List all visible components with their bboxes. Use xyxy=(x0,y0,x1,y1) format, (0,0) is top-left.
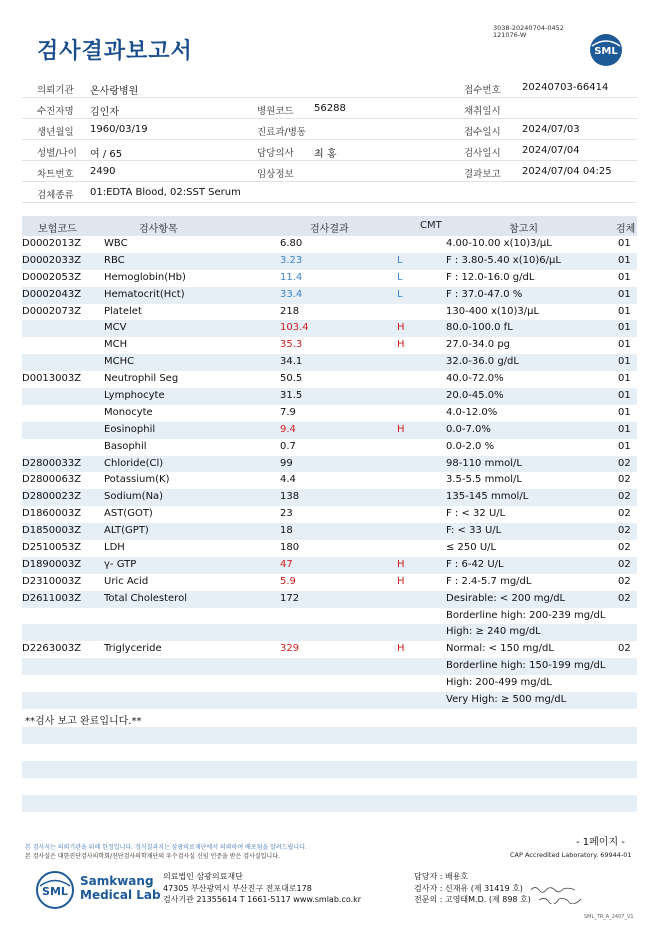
specimen-cell: 01 xyxy=(618,423,631,435)
test-item-cell: AST(GOT) xyxy=(104,508,153,520)
test-item-cell: Hematocrit(Hct) xyxy=(104,288,185,300)
table-row xyxy=(22,388,637,405)
test-item-cell: Uric Acid xyxy=(104,575,149,587)
blank-row xyxy=(22,727,637,744)
info-label: 생년월일 xyxy=(37,127,74,138)
table-row xyxy=(22,608,637,625)
result-value-cell: 3.23 xyxy=(280,254,303,266)
info-label: 수진자명 xyxy=(37,106,74,117)
table-row xyxy=(22,641,637,658)
logo-text: SML xyxy=(594,46,618,57)
table-row xyxy=(22,489,637,506)
info-row xyxy=(22,119,637,140)
result-value-cell: 6.80 xyxy=(280,238,303,249)
table-row xyxy=(22,354,637,371)
table-row xyxy=(22,304,637,321)
insurance-code-cell: D2611003Z xyxy=(22,592,82,604)
reference-range-cell: 98-110 mmol/L xyxy=(446,457,522,469)
document-id-line: 3038-20240704-0452 xyxy=(493,24,564,32)
info-row xyxy=(22,98,637,119)
result-value-cell: 172 xyxy=(280,592,300,604)
result-value-cell: 7.9 xyxy=(280,406,296,418)
info-label: 성별/나이 xyxy=(37,148,77,159)
table-row xyxy=(22,287,637,304)
insurance-code-cell: D0002033Z xyxy=(22,254,82,266)
test-item-cell: LDH xyxy=(104,542,125,554)
specimen-cell: 01 xyxy=(618,406,631,418)
staff-line-text: 전문의 : 고영태M.D. (제 898 호) xyxy=(414,895,531,904)
specimen-cell: 01 xyxy=(618,288,631,300)
result-value-cell: 4.4 xyxy=(280,474,296,486)
reference-range-cell: Desirable: < 200 mg/dL xyxy=(446,592,566,604)
info-label: 의뢰기관 xyxy=(37,85,74,96)
specimen-cell: 02 xyxy=(618,474,631,486)
reference-range-cell: 130-400 x(10)3/μL xyxy=(446,305,540,317)
staff-info xyxy=(414,871,585,906)
sml-logo-icon xyxy=(35,870,75,910)
info-label: 검사일시 xyxy=(464,148,501,159)
logo-text: SML xyxy=(42,885,68,898)
specimen-cell: 02 xyxy=(618,558,631,570)
insurance-code-cell: D1860003Z xyxy=(22,508,82,520)
table-row xyxy=(22,270,637,287)
insurance-code-cell: D0013003Z xyxy=(22,373,82,385)
address-line: 의료법인 삼광의료재단 xyxy=(163,872,243,881)
blank-row xyxy=(22,744,637,761)
reference-range-cell: 4.00-10.00 x(10)3/μL xyxy=(446,238,552,249)
table-row xyxy=(22,422,637,439)
table-row xyxy=(22,692,637,709)
reference-range-cell: F : 37.0-47.0 % xyxy=(446,288,523,300)
table-row xyxy=(22,523,637,540)
reference-range-cell: 3.5-5.5 mmol/L xyxy=(446,474,522,486)
info-label: 접수일시 xyxy=(464,127,501,138)
reference-range-cell: 20.0-45.0% xyxy=(446,390,504,402)
info-label: 진료과/병동 xyxy=(257,127,307,138)
result-value-cell: 0.7 xyxy=(280,440,296,452)
brand-name xyxy=(80,874,161,902)
brand-line: Samkwang xyxy=(80,874,154,888)
specimen-cell: 02 xyxy=(618,542,631,554)
result-value-cell: 5.9 xyxy=(280,575,296,587)
specimen-cell: 02 xyxy=(618,643,631,655)
specimen-cell: 01 xyxy=(618,305,631,317)
page-number: - 1페이지 - xyxy=(576,837,625,848)
blank-row xyxy=(22,812,637,829)
table-row xyxy=(22,591,637,608)
test-item-cell: Lymphocyte xyxy=(104,390,165,402)
reference-range-cell: Borderline high: 150-199 mg/dL xyxy=(446,660,606,672)
cmt-flag-cell: H xyxy=(397,322,405,334)
info-label: 병원코드 xyxy=(257,106,294,117)
table-row xyxy=(22,320,637,337)
test-item-cell: Monocyte xyxy=(104,406,153,418)
specimen-cell: 01 xyxy=(618,390,631,402)
insurance-code-cell: D2800063Z xyxy=(22,474,82,486)
specimen-cell: 02 xyxy=(618,575,631,587)
specimen-cell: 01 xyxy=(618,322,631,334)
test-item-cell: WBC xyxy=(104,238,128,249)
reference-range-cell: F : 12.0-16.0 g/dL xyxy=(446,271,535,283)
report-complete-text: **검사 보고 완료입니다.** xyxy=(25,716,142,727)
cmt-flag-cell: H xyxy=(397,339,405,351)
test-item-cell: ALT(GPT) xyxy=(104,525,149,537)
table-header xyxy=(22,216,637,236)
reference-range-cell: High: 200-499 mg/dL xyxy=(446,677,552,689)
reference-range-cell: 135-145 mmol/L xyxy=(446,491,529,503)
insurance-code-cell: D2263003Z xyxy=(22,643,82,655)
test-item-cell: MCV xyxy=(104,322,127,334)
info-value: 최 홍 xyxy=(314,149,337,160)
test-item-cell: Chloride(Cl) xyxy=(104,457,164,469)
result-value-cell: 329 xyxy=(280,643,300,655)
specimen-cell: 01 xyxy=(618,254,631,266)
result-value-cell: 50.5 xyxy=(280,373,303,385)
table-row xyxy=(22,405,637,422)
cmt-flag-cell: H xyxy=(397,558,405,570)
reference-range-cell: F : 6-42 U/L xyxy=(446,558,504,570)
staff-line-text: 검사자 : 신재유 (제 31419 호) xyxy=(414,883,523,893)
specimen-cell: 01 xyxy=(618,339,631,351)
cmt-flag-cell: H xyxy=(397,423,405,435)
specimen-cell: 02 xyxy=(618,508,631,520)
signature-icon xyxy=(537,895,585,904)
reference-range-cell: Normal: < 150 mg/dL xyxy=(446,643,554,655)
patient-info xyxy=(22,77,637,203)
reference-range-cell: 80.0-100.0 fL xyxy=(446,322,513,334)
insurance-code-cell: D2800033Z xyxy=(22,457,82,469)
reference-range-cell: 0.0-7.0% xyxy=(446,423,491,435)
test-item-cell: Total Cholesterol xyxy=(104,592,187,604)
blank-row xyxy=(22,778,637,795)
specimen-cell: 01 xyxy=(618,238,631,249)
blank-rows xyxy=(22,727,637,829)
info-label: 채취일시 xyxy=(464,106,501,117)
insurance-code-cell: D0002013Z xyxy=(22,238,82,249)
staff-line xyxy=(414,883,585,895)
table-row xyxy=(22,574,637,591)
info-value: 온사랑병원 xyxy=(90,86,139,97)
reference-range-cell: Borderline high: 200-239 mg/dL xyxy=(446,609,606,621)
reference-range-cell: 4.0-12.0% xyxy=(446,406,498,418)
insurance-code-cell: D1890003Z xyxy=(22,558,82,570)
test-item-cell: γ- GTP xyxy=(104,558,137,570)
table-body xyxy=(22,236,637,709)
specimen-cell: 01 xyxy=(618,356,631,368)
result-value-cell: 31.5 xyxy=(280,390,303,402)
info-value: 2490 xyxy=(90,166,116,177)
info-row xyxy=(22,182,637,203)
table-row xyxy=(22,658,637,675)
cap-accreditation: CAP Accredited Laboratory. 69944-01 xyxy=(510,851,632,859)
brand-line: Medical Lab xyxy=(80,888,161,902)
info-value: 20240703-66414 xyxy=(522,82,609,93)
result-value-cell: 47 xyxy=(280,558,293,570)
reference-range-cell: F: < 33 U/L xyxy=(446,525,502,537)
info-label: 임상정보 xyxy=(257,169,294,180)
cmt-flag-cell: H xyxy=(397,643,405,655)
header-item: 검사항목 xyxy=(139,224,178,235)
test-item-cell: MCH xyxy=(104,339,128,351)
signature-icon xyxy=(529,884,577,893)
cmt-flag-cell: L xyxy=(397,288,403,300)
reference-range-cell: 0.0-2.0 % xyxy=(446,440,495,452)
reference-range-cell: F : 2.4-5.7 mg/dL xyxy=(446,575,532,587)
staff-line-text: 담당자 : 배용호 xyxy=(414,872,469,881)
reference-range-cell: ≤ 250 U/L xyxy=(446,542,497,554)
table-row xyxy=(22,506,637,523)
result-value-cell: 9.4 xyxy=(280,423,296,435)
reference-range-cell: High: ≥ 240 mg/dL xyxy=(446,626,541,638)
reference-range-cell: Very High: ≥ 500 mg/dL xyxy=(446,694,567,706)
cmt-flag-cell: H xyxy=(397,575,405,587)
table-row xyxy=(22,624,637,641)
specimen-cell: 02 xyxy=(618,457,631,469)
info-value: 김인자 xyxy=(90,107,119,118)
test-item-cell: Sodium(Na) xyxy=(104,491,164,503)
reference-range-cell: F : 3.80-5.40 x(10)6/μL xyxy=(446,254,561,266)
test-item-cell: Platelet xyxy=(104,305,142,317)
test-item-cell: Neutrophil Seg xyxy=(104,373,179,385)
info-value: 2024/07/04 xyxy=(522,145,580,156)
document-id xyxy=(493,25,564,39)
page-title: 검사결과보고서 xyxy=(37,39,193,64)
table-row xyxy=(22,337,637,354)
table-row xyxy=(22,675,637,692)
disclaimer-note: 본 검사지는 의뢰기관을 위해 한정입니다. 정식결과지는 삼광의료재단에서 의뢰하여 배포됨을 알려드립니다. xyxy=(25,844,307,851)
table-row xyxy=(22,540,637,557)
info-row xyxy=(22,140,637,161)
blank-row xyxy=(22,795,637,812)
table-row xyxy=(22,456,637,473)
specimen-cell: 01 xyxy=(618,271,631,283)
insurance-code-cell: D2310003Z xyxy=(22,575,82,587)
table-row xyxy=(22,253,637,270)
lab-address xyxy=(163,871,361,906)
header-cmt: CMT xyxy=(420,220,442,231)
result-value-cell: 34.1 xyxy=(280,356,303,368)
info-label: 담당의사 xyxy=(257,148,294,159)
info-label: 접수번호 xyxy=(464,85,501,96)
result-value-cell: 35.3 xyxy=(280,339,303,351)
reference-range-cell: F : < 32 U/L xyxy=(446,508,506,520)
info-value: 01:EDTA Blood, 02:SST Serum xyxy=(90,187,241,198)
form-code: SML_TR_A_2407_V1 xyxy=(584,914,634,920)
table-row xyxy=(22,236,637,253)
staff-line xyxy=(414,894,585,906)
result-value-cell: 18 xyxy=(280,525,293,537)
insurance-code-cell: D0002043Z xyxy=(22,288,82,300)
info-value: 여 / 65 xyxy=(90,149,123,160)
specimen-cell: 01 xyxy=(618,440,631,452)
test-item-cell: MCHC xyxy=(104,356,135,368)
info-label: 결과보고 xyxy=(464,169,501,180)
table-row xyxy=(22,371,637,388)
insurance-code-cell: D2510053Z xyxy=(22,542,82,554)
result-value-cell: 103.4 xyxy=(280,322,309,334)
reference-range-cell: 40.0-72.0% xyxy=(446,373,504,385)
document-id-line: 121076-W xyxy=(493,31,527,39)
header-code: 보험코드 xyxy=(38,224,77,235)
result-value-cell: 23 xyxy=(280,508,293,520)
table-row xyxy=(22,439,637,456)
sml-logo-icon xyxy=(588,32,624,68)
insurance-code-cell: D0002053Z xyxy=(22,271,82,283)
info-label: 차트번호 xyxy=(37,169,74,180)
result-value-cell: 99 xyxy=(280,457,293,469)
result-value-cell: 218 xyxy=(280,305,300,317)
reference-range-cell: 32.0-36.0 g/dL xyxy=(446,356,519,368)
header-specimen: 검체 xyxy=(616,224,636,235)
test-item-cell: Triglyceride xyxy=(104,643,162,655)
results-table xyxy=(22,216,637,709)
test-item-cell: Hemoglobin(Hb) xyxy=(104,271,186,283)
info-value: 2024/07/04 04:25 xyxy=(522,166,612,177)
address-line: 47305 부산광역시 부산진구 전포대로178 xyxy=(163,883,312,893)
cmt-flag-cell: L xyxy=(397,271,403,283)
test-item-cell: RBC xyxy=(104,254,125,266)
info-value: 2024/07/03 xyxy=(522,124,580,135)
cmt-flag-cell: L xyxy=(397,254,403,266)
info-row xyxy=(22,77,637,98)
insurance-code-cell: D1850003Z xyxy=(22,525,82,537)
header-result: 검사결과 xyxy=(310,224,349,235)
result-value-cell: 138 xyxy=(280,491,300,503)
test-item-cell: Basophil xyxy=(104,440,147,452)
blank-row xyxy=(22,761,637,778)
info-row xyxy=(22,161,637,182)
accreditation-note: 본 검사실은 대한진단검사의학회/진단검사의학재단의 우수검사실 신임 인증을 받은 검사실입니다. xyxy=(25,853,280,860)
header-ref: 참고치 xyxy=(509,224,538,235)
test-item-cell: Potassium(K) xyxy=(104,474,170,486)
specimen-cell: 02 xyxy=(618,491,631,503)
test-item-cell: Eosinophil xyxy=(104,423,156,435)
info-value: 1960/03/19 xyxy=(90,124,148,135)
specimen-cell: 02 xyxy=(618,592,631,604)
result-value-cell: 11.4 xyxy=(280,271,303,283)
result-value-cell: 180 xyxy=(280,542,300,554)
address-line: 검사기관 21355614 T 1661-5117 www.smlab.co.kr xyxy=(163,895,362,904)
table-row xyxy=(22,557,637,574)
result-value-cell: 33.4 xyxy=(280,288,303,300)
info-label: 검체종류 xyxy=(37,190,74,201)
specimen-cell: 01 xyxy=(618,373,631,385)
table-row xyxy=(22,472,637,489)
info-value: 56288 xyxy=(314,103,346,114)
reference-range-cell: 27.0-34.0 pg xyxy=(446,339,511,351)
insurance-code-cell: D2800023Z xyxy=(22,491,82,503)
insurance-code-cell: D0002073Z xyxy=(22,305,82,317)
staff-line xyxy=(414,871,585,883)
specimen-cell: 02 xyxy=(618,525,631,537)
